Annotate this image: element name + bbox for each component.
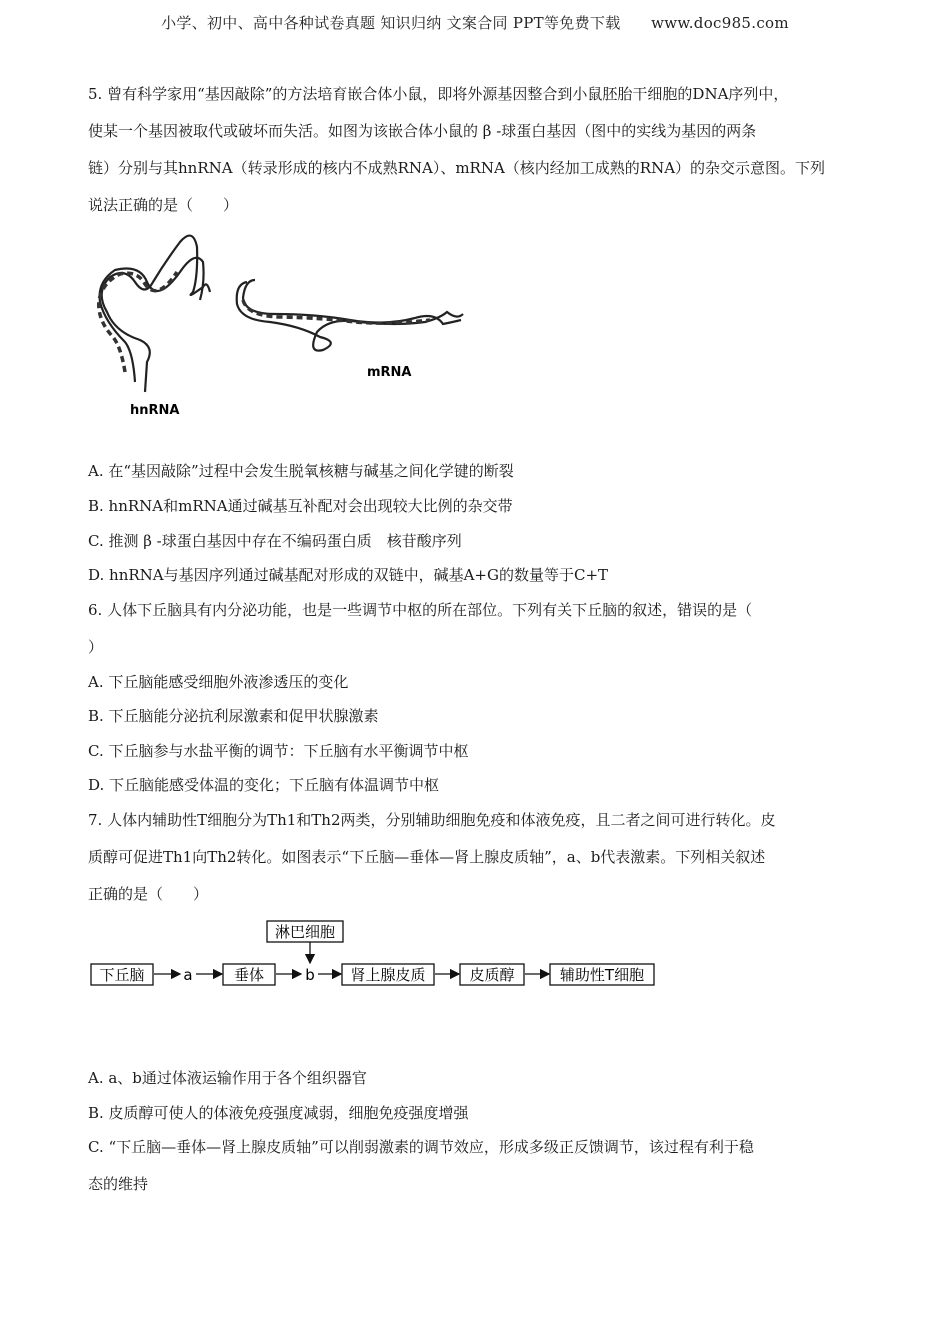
q7-stem-line-3: 正确的是（ ）: [88, 885, 209, 903]
q5-option-a: A. 在“基因敲除”过程中会发生脱氧核糖与碱基之间化学键的断裂: [88, 462, 514, 480]
q6-option-d: D. 下丘脑能感受体温的变化；下丘脑有体温调节中枢: [88, 776, 440, 794]
hormone-a: a: [183, 966, 193, 984]
cortisol-label: 皮质醇: [469, 966, 515, 984]
lymphocyte-label: 淋巴细胞: [274, 923, 336, 941]
page-header: 小学、初中、高中各种试卷真题 知识归纳 文案合同 PPT等免费下载 www.doc985.com: [161, 14, 789, 32]
hnrna-dna-strand-2: [100, 258, 204, 382]
hypothalamus-label: 下丘脑: [99, 966, 145, 984]
q5-stem-line-2: 使某一个基因被取代或破坏而失活。如图为该嵌合体小鼠的 β -球蛋白基因（图中的实线为基因的两条: [88, 122, 757, 140]
q6-stem-line-2: ）: [88, 638, 104, 656]
q5-option-c: C. 推测 β -球蛋白基因中存在不编码蛋白质 核苷酸序列: [88, 532, 462, 550]
q6-option-b: B. 下丘脑能分泌抗利尿激素和促甲状腺激素: [88, 707, 379, 725]
helper-t-cell-label: 辅助性T细胞: [559, 966, 645, 984]
hybridization-figure: [85, 222, 485, 422]
q5-stem-line-3: 链）分别与其hnRNA（转录形成的核内不成熟RNA）、mRNA（核内经加工成熟的RNA）的杂交示意图。下列: [88, 159, 826, 177]
q7-option-b: B. 皮质醇可使人的体液免疫强度减弱，细胞免疫强度增强: [88, 1104, 469, 1122]
q5-option-b: B. hnRNA和mRNA通过碱基互补配对会出现较大比例的杂交带: [88, 497, 513, 515]
hnrna-label: hnRNA: [130, 403, 180, 418]
adrenal-cortex-label: 肾上腺皮质: [350, 966, 426, 984]
mrna-rna-strand: [243, 300, 430, 323]
q7-stem-line-2: 质醇可促进Th1向Th2转化。如图表示“下丘脑—垂体—肾上腺皮质轴”，a、b代表激素。下列相关叙述: [88, 848, 766, 866]
q7-stem-line-1: 7. 人体内辅助性T细胞分为Th1和Th2两类，分别辅助细胞免疫和体液免疫，且二者之间可进行转化。皮: [88, 811, 776, 829]
q7-option-c-cont: 态的维持: [88, 1175, 149, 1193]
q6-option-c: C. 下丘脑参与水盐平衡的调节：下丘脑有水平衡调节中枢: [88, 742, 469, 760]
pituitary-label: 垂体: [233, 966, 265, 984]
mrna-label: mRNA: [367, 365, 412, 380]
q5-stem-line-4: 说法正确的是（ ）: [88, 196, 239, 214]
q5-stem-line-1: 5. 曾有科学家用“基因敲除”的方法培育嵌合体小鼠，即将外源基因整合到小鼠胚胎干细胞的DNA序列中，: [88, 85, 789, 103]
q7-option-c: C. “下丘脑—垂体—肾上腺皮质轴”可以削弱激素的调节效应，形成多级正反馈调节，该过程有利于稳: [88, 1138, 754, 1156]
hpa-axis-flowchart: [88, 918, 668, 998]
q6-stem-line-1: 6. 人体下丘脑具有内分泌功能，也是一些调节中枢的所在部位。下列有关下丘脑的叙述，错误的是（: [88, 601, 753, 619]
q6-option-a: A. 下丘脑能感受细胞外液渗透压的变化: [88, 673, 349, 691]
mrna-dna-strand-2: [243, 280, 461, 324]
hormone-b: b: [305, 966, 315, 984]
q5-option-d: D. hnRNA与基因序列通过碱基配对形成的双链中，碱基A+G的数量等于C+T: [88, 566, 609, 584]
q7-option-a: A. a、b通过体液运输作用于各个组织器官: [88, 1069, 367, 1087]
